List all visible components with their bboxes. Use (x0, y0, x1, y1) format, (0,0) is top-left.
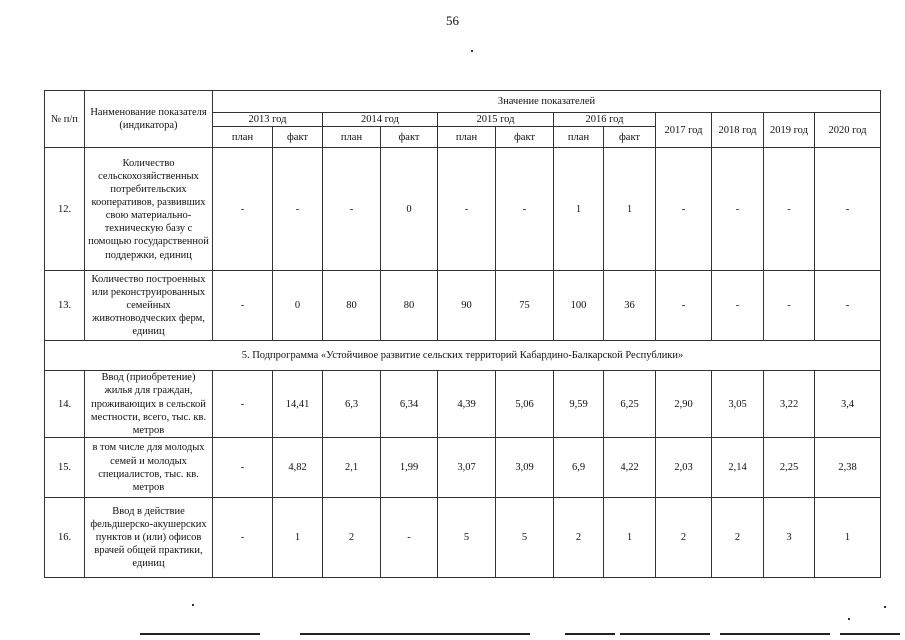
value-cell: - (656, 148, 712, 271)
bottom-scan-line (840, 633, 900, 635)
value-cell: 1 (554, 148, 604, 271)
value-cell: 5 (438, 498, 496, 578)
header-year-single: 2018 год (712, 113, 764, 148)
value-cell: - (323, 148, 381, 271)
value-cell: - (815, 148, 881, 271)
value-cell: 0 (273, 271, 323, 341)
row-num: 15. (45, 438, 85, 498)
value-cell: 100 (554, 271, 604, 341)
row-name: Ввод в действие фельдшерско-акушерских пунктов и (или) офисов врачей общей практики, единиц (85, 498, 213, 578)
value-cell: 4,82 (273, 438, 323, 498)
header-num: № п/п (45, 91, 85, 148)
header-plan: план (213, 127, 273, 148)
table-row (45, 438, 881, 498)
header-year-single: 2019 год (764, 113, 815, 148)
value-cell: 36 (604, 271, 656, 341)
section-title: 5. Подпрограмма «Устойчивое развитие сельских территорий Кабардино-Балкарской Республики» (45, 341, 881, 371)
value-cell: 6,34 (381, 371, 438, 438)
bottom-scan-line (300, 633, 530, 635)
section-row (45, 341, 881, 371)
value-cell: 3,4 (815, 371, 881, 438)
value-cell: 6,3 (323, 371, 381, 438)
value-cell: 9,59 (554, 371, 604, 438)
value-cell: 75 (496, 271, 554, 341)
value-cell: - (213, 498, 273, 578)
value-cell: 1 (604, 498, 656, 578)
value-cell: 4,22 (604, 438, 656, 498)
row-num: 14. (45, 371, 85, 438)
table-row (45, 271, 881, 341)
header-year: 2015 год (438, 113, 554, 127)
value-cell: - (213, 438, 273, 498)
row-name: Количество сельскохозяйственных потребительских кооперативов, развивших свою материально-техническую базу с помощью государственной поддержки, единиц (85, 148, 213, 271)
row-name: в том числе для молодых семей и молодых специалистов, тыс. кв. метров (85, 438, 213, 498)
bottom-scan-line (565, 633, 615, 635)
scan-speck (192, 604, 194, 606)
value-cell: 0 (381, 148, 438, 271)
value-cell: 2,38 (815, 438, 881, 498)
value-cell: 2,03 (656, 438, 712, 498)
value-cell: 90 (438, 271, 496, 341)
table-row (45, 148, 881, 271)
header-year-single: 2020 год (815, 113, 881, 148)
value-cell: 2,90 (656, 371, 712, 438)
header-values: Значение показателей (213, 91, 881, 113)
value-cell: - (764, 148, 815, 271)
value-cell: - (273, 148, 323, 271)
value-cell: - (656, 271, 712, 341)
value-cell: - (496, 148, 554, 271)
header-year: 2014 год (323, 113, 438, 127)
bottom-scan-line (620, 633, 710, 635)
header-plan: план (323, 127, 381, 148)
value-cell: 3,05 (712, 371, 764, 438)
value-cell: 1 (273, 498, 323, 578)
value-cell: 1 (604, 148, 656, 271)
value-cell: - (712, 271, 764, 341)
header-year: 2016 год (554, 113, 656, 127)
value-cell: 80 (323, 271, 381, 341)
value-cell: - (213, 148, 273, 271)
row-name: Количество построенных или реконструированных семейных животноводческих ферм, единиц (85, 271, 213, 341)
header-name: Нанменование показателя (индикатора) (85, 91, 213, 148)
row-num: 13. (45, 271, 85, 341)
row-name: Ввод (приобретение) жилья для граждан, проживающих в сельской местности, всего, тыс. кв. метров (85, 371, 213, 438)
value-cell: 2,14 (712, 438, 764, 498)
row-num: 12. (45, 148, 85, 271)
value-cell: 2 (554, 498, 604, 578)
header-fact: факт (496, 127, 554, 148)
header-fact: факт (604, 127, 656, 148)
value-cell: 2 (656, 498, 712, 578)
value-cell: - (213, 271, 273, 341)
value-cell: 3 (764, 498, 815, 578)
value-cell: 3,07 (438, 438, 496, 498)
row-num: 16. (45, 498, 85, 578)
value-cell: 2,1 (323, 438, 381, 498)
value-cell: 4,39 (438, 371, 496, 438)
header-plan: план (554, 127, 604, 148)
table-row (45, 371, 881, 438)
value-cell: 80 (381, 271, 438, 341)
indicators-table (44, 90, 881, 578)
value-cell: - (815, 271, 881, 341)
scan-speck (848, 618, 850, 620)
header-year: 2013 год (213, 113, 323, 127)
bottom-scan-line (140, 633, 260, 635)
value-cell: - (438, 148, 496, 271)
value-cell: 5 (496, 498, 554, 578)
bottom-scan-line (720, 633, 830, 635)
value-cell: 3,09 (496, 438, 554, 498)
value-cell: 1 (815, 498, 881, 578)
value-cell: 3,22 (764, 371, 815, 438)
scan-speck (471, 50, 473, 52)
value-cell: - (712, 148, 764, 271)
value-cell: 2,25 (764, 438, 815, 498)
page-number: 56 (446, 13, 459, 28)
table-row (45, 498, 881, 578)
value-cell: 1,99 (381, 438, 438, 498)
value-cell: 14,41 (273, 371, 323, 438)
value-cell: 6,9 (554, 438, 604, 498)
value-cell: 6,25 (604, 371, 656, 438)
header-fact: факт (273, 127, 323, 148)
value-cell: 2 (712, 498, 764, 578)
header-year-single: 2017 год (656, 113, 712, 148)
header-plan: план (438, 127, 496, 148)
value-cell: - (213, 371, 273, 438)
scan-speck (884, 606, 886, 608)
value-cell: 2 (323, 498, 381, 578)
value-cell: 5,06 (496, 371, 554, 438)
value-cell: - (764, 271, 815, 341)
value-cell: - (381, 498, 438, 578)
header-fact: факт (381, 127, 438, 148)
